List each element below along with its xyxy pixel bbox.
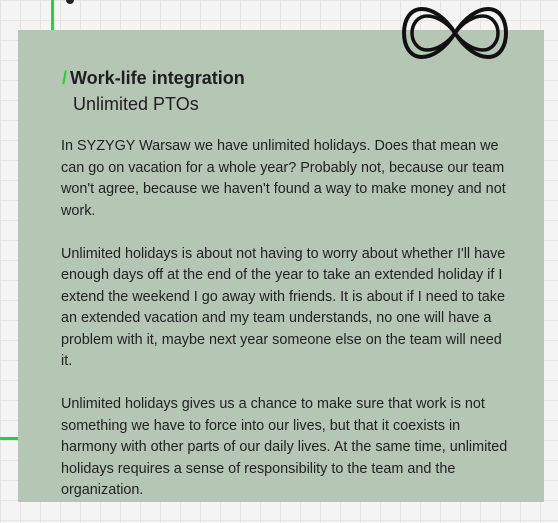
infinity-icon bbox=[400, 3, 510, 63]
paragraph: In SYZYGY Warsaw we have unlimited holidays. Does that mean we can go on vacation for a whole year? Probably not, because our team won't agree, because we haven't found a way to make money and not work. bbox=[61, 138, 506, 219]
decorative-marker bbox=[66, 0, 74, 4]
section-heading bbox=[62, 68, 245, 89]
body-text bbox=[61, 136, 511, 523]
paragraph: Unlimited holidays is about not having to worry about whether I'll have enough days off at the end of the year to take an extended holiday if I extend the weekend I go away with friends. It is about if I need to take an extended vacation and my team understands, no one will have a problem with it, maybe next year someone else on the team will need it. bbox=[61, 245, 506, 369]
section-subtitle: Unlimited PTOs bbox=[73, 94, 199, 114]
paragraph: Unlimited holidays gives us a chance to make sure that work is not something we have to force into our lives, but that it coexists in harmony with other parts of our daily lives. At the same time, unlimited holidays requires a sense of responsibility to the team and the organization. bbox=[61, 396, 508, 498]
heading-slash: / bbox=[62, 68, 68, 88]
section-title: Work-life integration bbox=[70, 68, 245, 88]
